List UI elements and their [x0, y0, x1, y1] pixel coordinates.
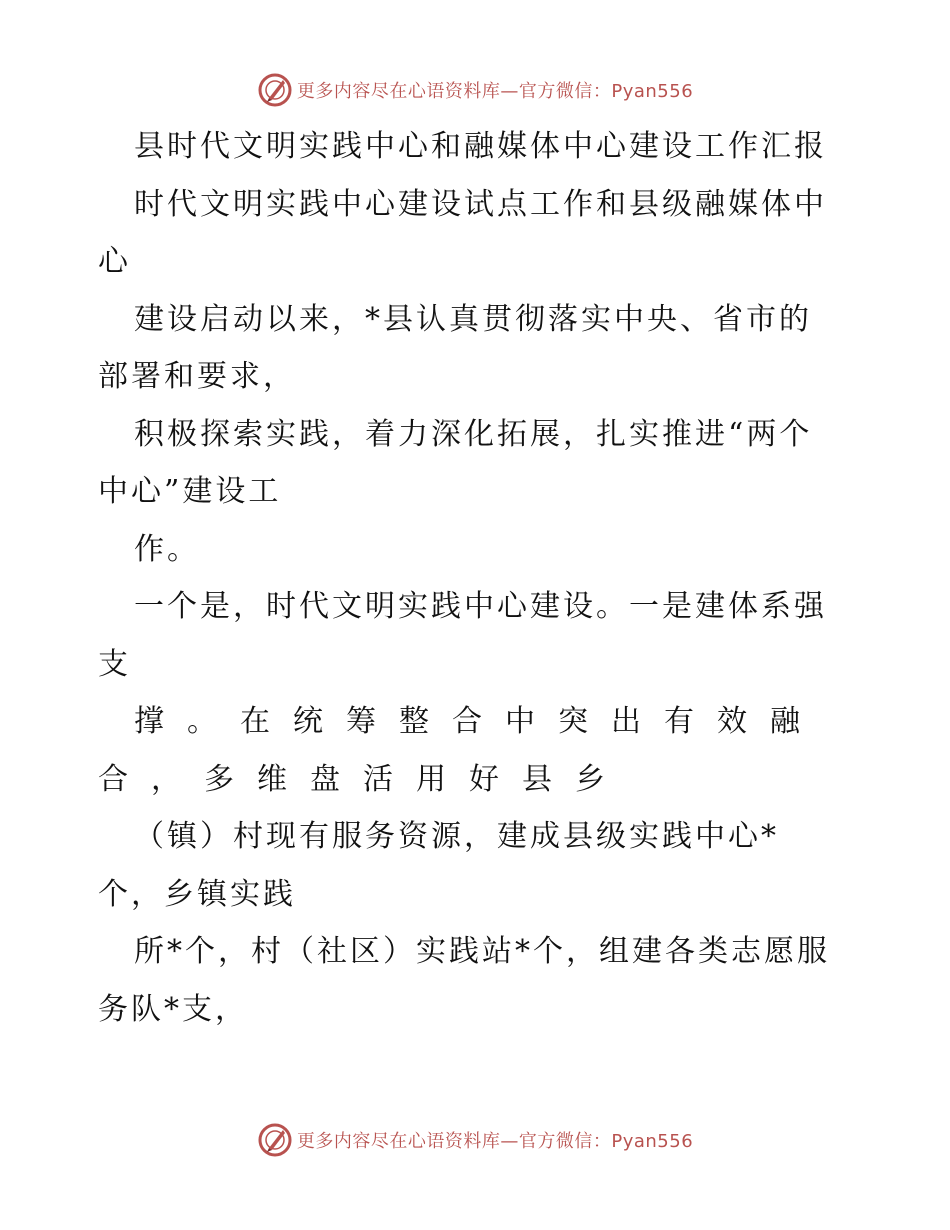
text-line: 所*个，村（社区）实践站*个，组建各类志愿服 — [134, 934, 830, 969]
text-line: 支 — [98, 646, 131, 682]
text-line: 作。 — [134, 531, 200, 567]
text-line: 中心”建设工 — [98, 474, 282, 509]
text-line: 部署和要求， — [98, 359, 296, 394]
pen-logo-icon — [257, 72, 293, 108]
text-line: 建设启动以来，*县认真贯彻落实中央、省市的 — [134, 301, 812, 337]
text-line: 一个是，时代文明实践中心建设。一是建体系强 — [134, 589, 827, 624]
document-body — [98, 118, 858, 1038]
text-line: 撑。在统筹整合中突出有效融 — [134, 704, 823, 739]
text-line: 个，乡镇实践 — [98, 876, 296, 912]
text-line: （镇）村现有服务资源，建成县级实践中心* — [134, 819, 779, 854]
text-line: 县时代文明实践中心和融媒体中心建设工作汇报 — [134, 129, 827, 164]
text-line: 务队*支， — [98, 991, 248, 1027]
watermark-text: 更多内容尽在心语资料库—官方微信：Pyan556 — [296, 81, 694, 102]
header-watermark — [0, 70, 950, 110]
pen-logo-icon — [257, 1122, 293, 1158]
text-line: 合，多维盘活用好县乡 — [98, 761, 628, 797]
text-line: 时代文明实践中心建设试点工作和县级融媒体中 — [134, 186, 827, 222]
footer-watermark — [0, 1120, 950, 1160]
text-line: 积极探索实践，着力深化拓展，扎实推进“两个 — [134, 416, 813, 452]
watermark-text: 更多内容尽在心语资料库—官方微信：Pyan556 — [296, 1131, 694, 1152]
text-line: 心 — [98, 244, 131, 279]
